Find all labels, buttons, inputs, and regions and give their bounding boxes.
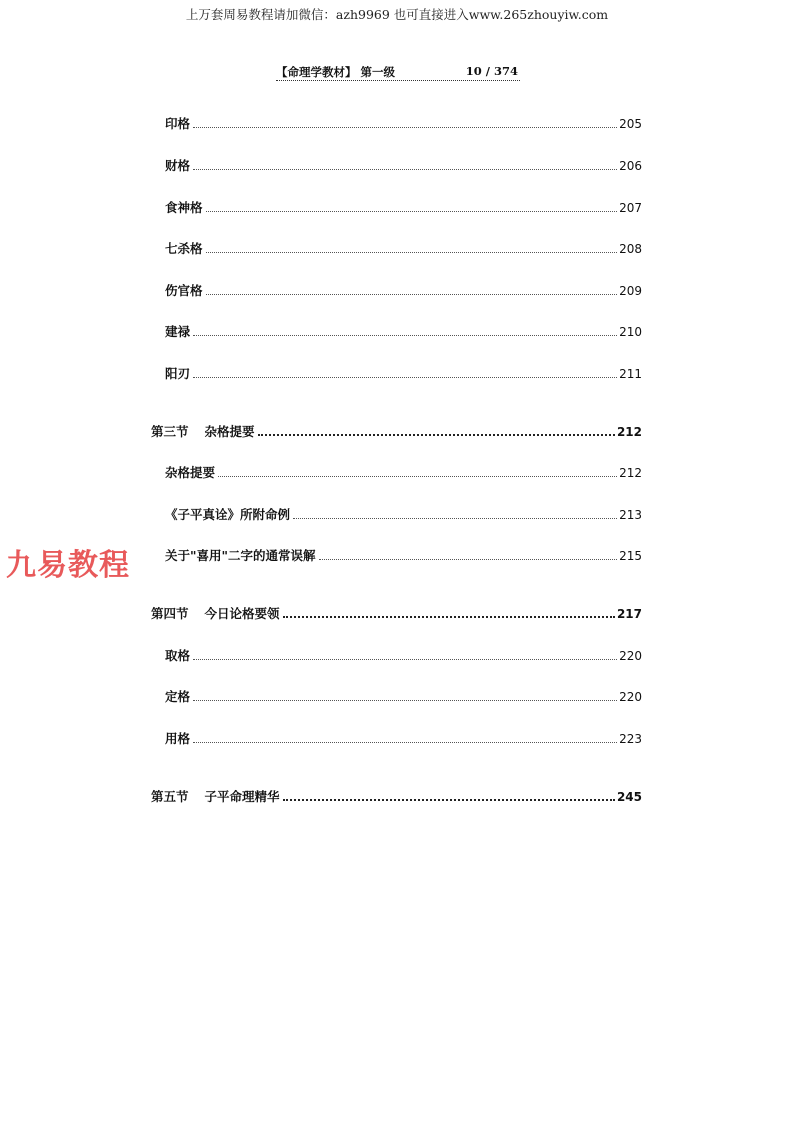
toc-page-number: 215 [619,549,642,563]
toc-leader-dots [193,169,617,170]
toc-section-title: 杂格提要 [204,424,255,439]
toc-entry-label: 杂格提要 [165,465,216,480]
toc-entry-label [151,605,280,623]
watermark-logo: 九易教程 [6,548,130,583]
toc-leader-dots [283,799,615,801]
toc-page-number: 208 [619,242,642,256]
top-banner: 上万套周易教程请加微信：azh9969 也可直接进入www.265zhouyiw.com [185,7,609,22]
toc-section-title: 今日论格要领 [204,606,280,621]
toc-section-row[interactable] [151,788,642,806]
toc-page-number: 205 [619,117,642,131]
toc-entry-row[interactable] [165,115,642,133]
toc-entry-label: 用格 [165,731,191,746]
toc-entry-label: 伤官格 [165,283,203,298]
toc-section-title: 子平命理精华 [204,789,280,804]
toc-leader-dots [193,659,617,660]
toc-entry-label: 定格 [165,689,191,704]
toc-page-number: 220 [619,690,642,704]
toc-page-number: 217 [616,607,642,621]
toc-leader-dots [193,377,617,378]
toc-entry-label: 印格 [165,116,191,131]
toc-leader-dots [193,742,617,743]
toc-entry-label: 关于"喜用"二字的通常误解 [165,548,316,563]
toc-section-row[interactable] [151,423,642,441]
toc-entry-label: 七杀格 [165,241,203,256]
toc-leader-dots [206,294,618,295]
toc-entry-row[interactable] [165,688,642,706]
toc-entry-row[interactable] [165,547,642,565]
toc-leader-dots [258,434,615,436]
toc-leader-dots [193,335,617,336]
toc-entry-label: 建禄 [165,324,191,339]
toc-page-number: 213 [619,508,642,522]
running-header [276,64,520,81]
toc-leader-dots [193,700,617,701]
toc-entry-row[interactable] [165,157,642,175]
toc-entry-row[interactable] [165,199,642,217]
toc-entry-row[interactable] [165,730,642,748]
toc-leader-dots [218,476,617,477]
toc-entry-label [151,788,280,806]
toc-entry-label: 《子平真诠》所附命例 [165,507,291,522]
toc-entry-row[interactable] [165,506,642,524]
toc-page-number: 223 [619,732,642,746]
toc-entry-row[interactable] [165,647,642,665]
toc-page-number: 206 [619,159,642,173]
toc-entry-row[interactable] [165,464,642,482]
toc-entry-row[interactable] [165,323,642,341]
toc-entry-label: 取格 [165,648,191,663]
toc-page-number: 220 [619,649,642,663]
toc-section-number: 第四节 [151,606,189,621]
toc-leader-dots [283,616,615,618]
toc-page-number: 212 [619,466,642,480]
toc-page-number: 210 [619,325,642,339]
toc-page-number: 209 [619,284,642,298]
toc-section-row[interactable] [151,605,642,623]
toc-entry-label [151,423,255,441]
toc-page-number: 212 [616,425,642,439]
toc-entry-row[interactable] [165,282,642,300]
toc-page-number: 211 [619,367,642,381]
toc-entry-row[interactable] [165,240,642,258]
toc-entry-label: 财格 [165,158,191,173]
toc-leader-dots [206,211,618,212]
toc-leader-dots [293,518,617,519]
toc-page-number: 245 [616,790,642,804]
toc-entry-label: 阳刃 [165,366,191,381]
toc-leader-dots [206,252,618,253]
toc-leader-dots [319,559,618,560]
toc-page-number: 207 [619,201,642,215]
toc-section-number: 第三节 [151,424,189,439]
toc-section-number: 第五节 [151,789,189,804]
toc-entry-row[interactable] [165,365,642,383]
running-header-page: 10 / 374 [465,64,518,78]
running-header-title: 【命理学教材】 第一级 [276,65,396,79]
toc-entry-label: 食神格 [165,200,203,215]
toc-leader-dots [193,127,617,128]
